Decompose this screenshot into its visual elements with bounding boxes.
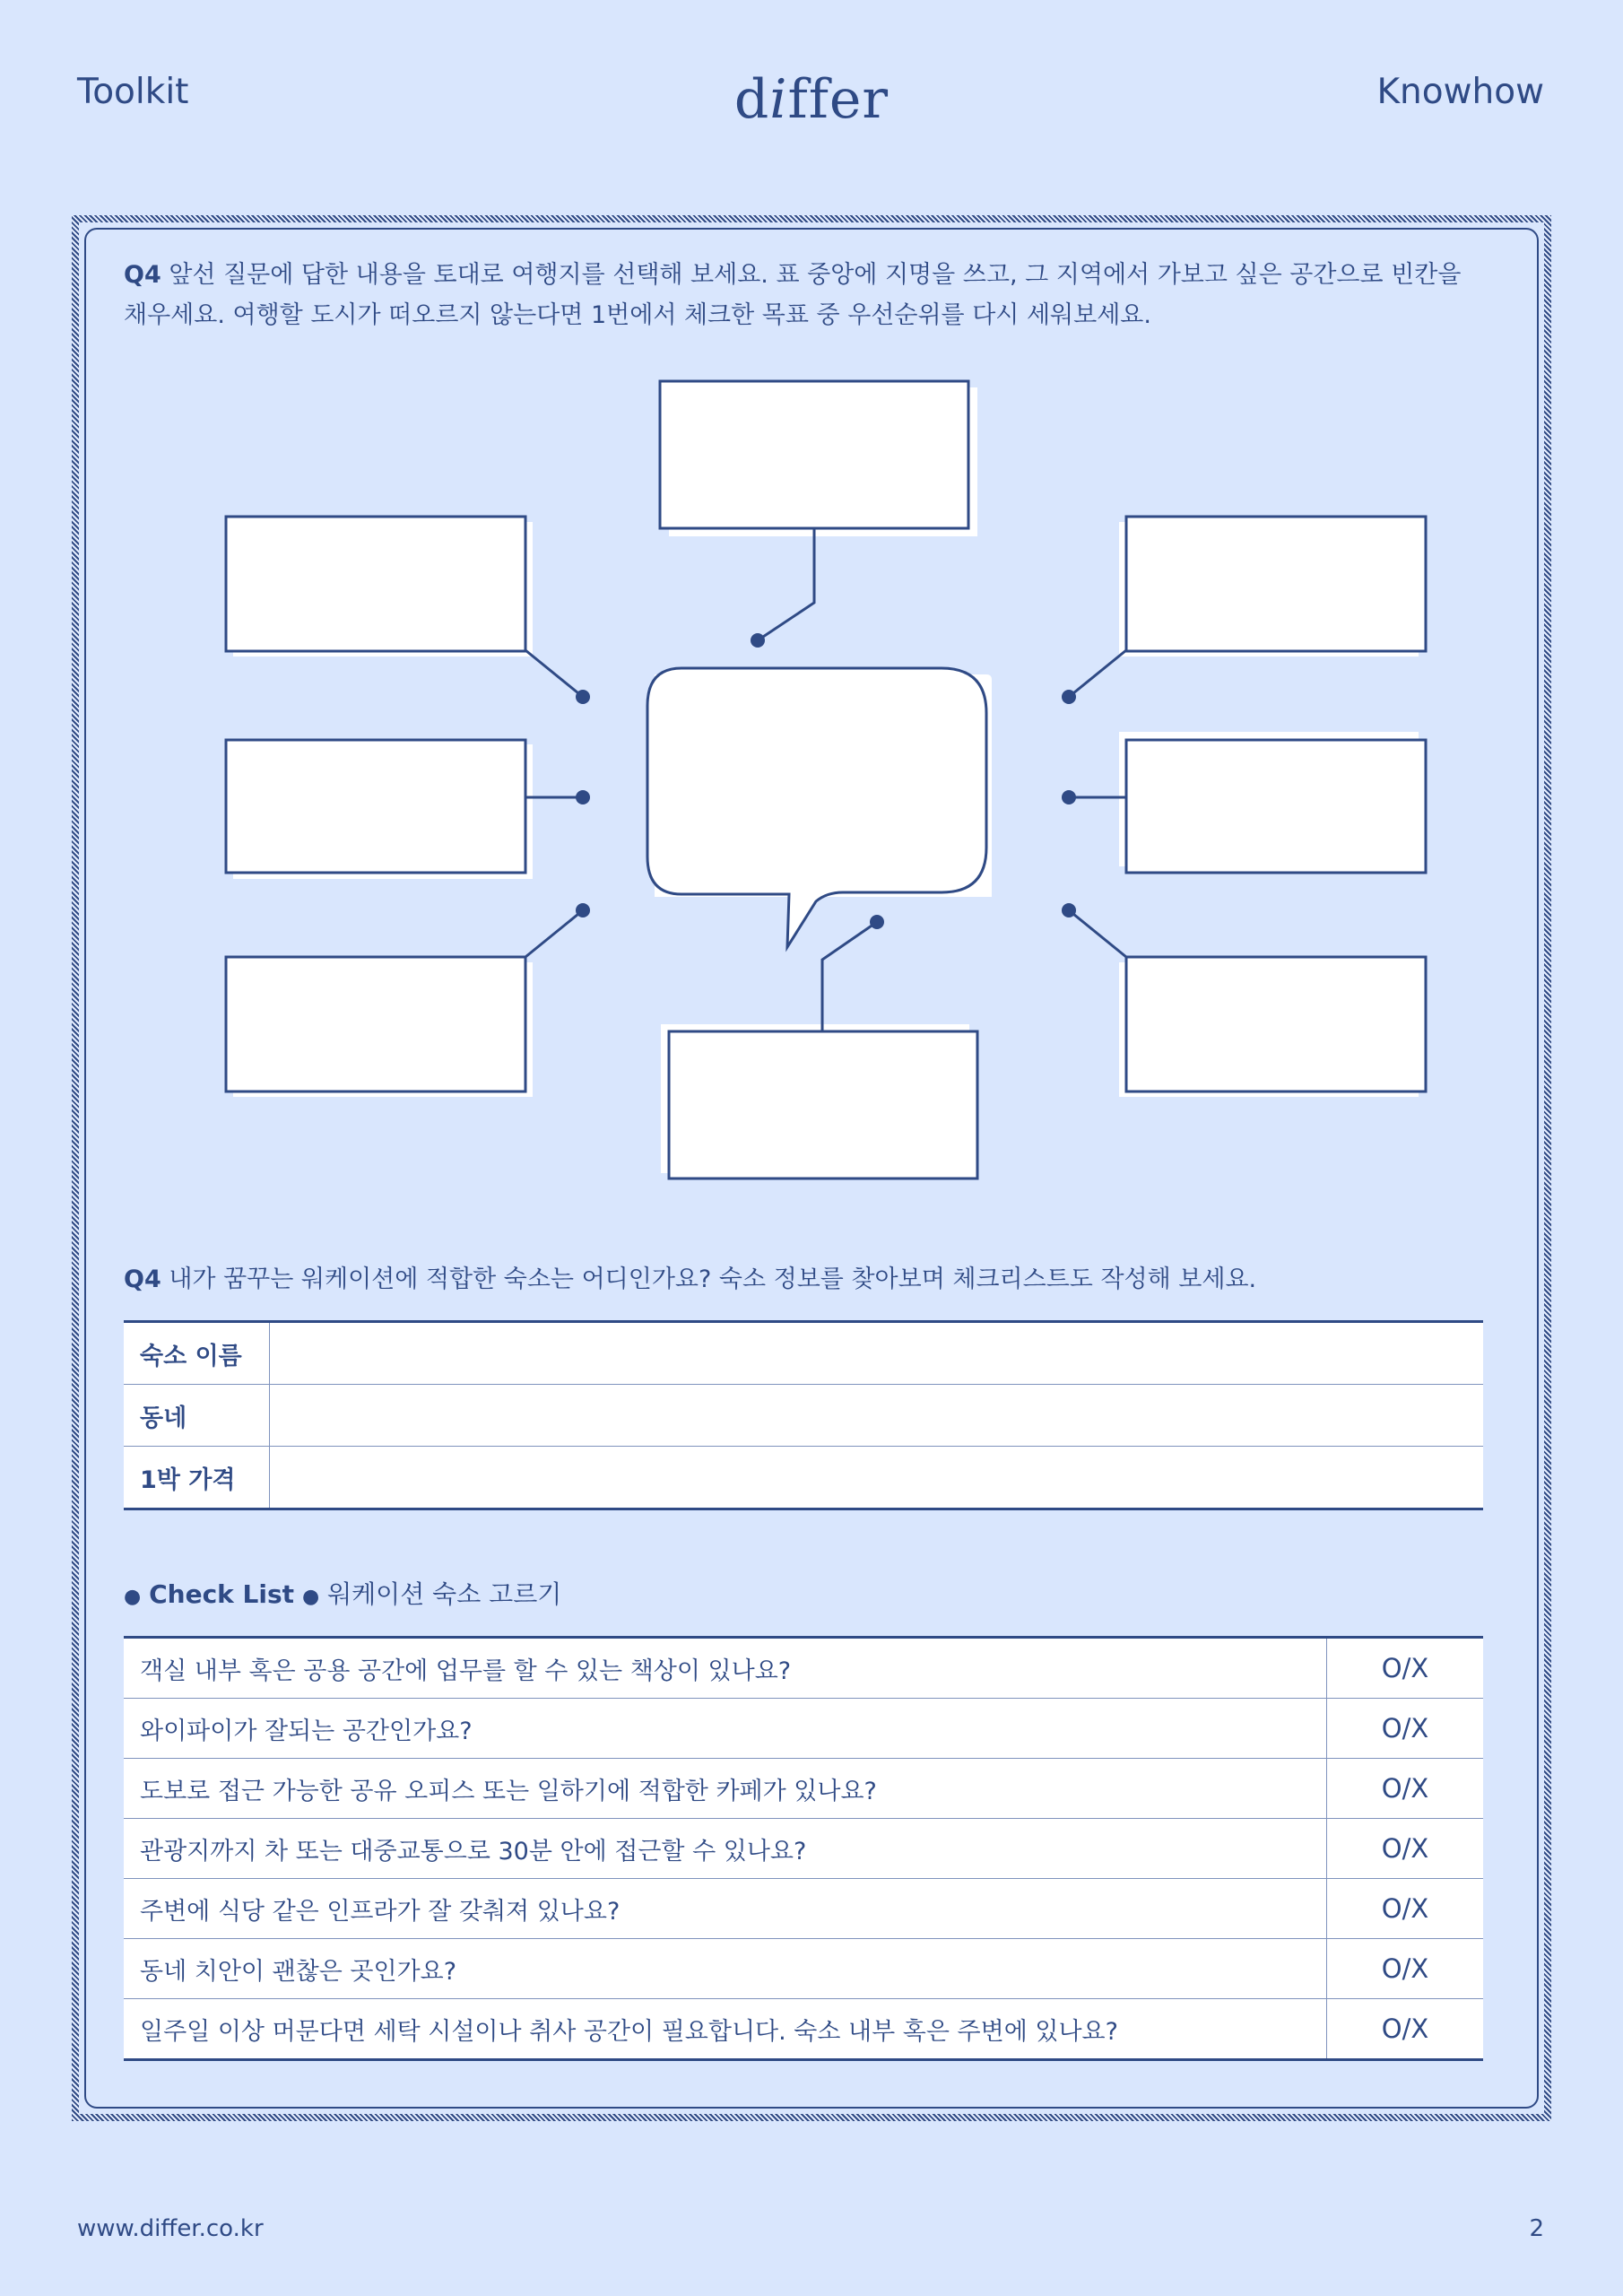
- lodging-info-table: [124, 1320, 1483, 1510]
- question-number: Q4: [124, 261, 161, 289]
- ox-cell[interactable]: O/X: [1327, 1999, 1484, 2060]
- table-row: [124, 1759, 1483, 1819]
- question-number: Q4: [124, 1265, 161, 1293]
- connector-dot: [576, 690, 590, 704]
- box-right-bottom[interactable]: [1126, 957, 1426, 1091]
- connector-dot: [1062, 903, 1076, 918]
- lodging-name-field[interactable]: [270, 1322, 1484, 1385]
- ox-cell[interactable]: O/X: [1327, 1759, 1484, 1819]
- connector-dot: [870, 915, 884, 929]
- checklist-item: 와이파이가 잘되는 공간인가요?: [124, 1699, 1327, 1759]
- box-bottom[interactable]: [669, 1031, 977, 1178]
- ox-cell[interactable]: O/X: [1327, 1699, 1484, 1759]
- connector-right-top: [1069, 650, 1126, 697]
- row-label-name: 숙소 이름: [124, 1322, 270, 1385]
- box-top[interactable]: [660, 381, 968, 528]
- box-right-top[interactable]: [1126, 517, 1426, 651]
- checklist-item: 관광지까지 차 또는 대중교통으로 30분 안에 접근할 수 있나요?: [124, 1819, 1327, 1879]
- connector-dot: [576, 790, 590, 804]
- bullet-icon: ●: [301, 1586, 320, 1608]
- connector-right-bottom: [1069, 910, 1126, 957]
- checklist-table: [124, 1636, 1483, 2061]
- table-row: [124, 1447, 1483, 1509]
- bullet-icon: ●: [124, 1586, 142, 1608]
- connector-dot: [751, 633, 765, 648]
- checklist-item: 객실 내부 혹은 공용 공간에 업무를 할 수 있는 책상이 있나요?: [124, 1638, 1327, 1699]
- row-label-price: 1박 가격: [124, 1447, 270, 1509]
- table-row: [124, 1638, 1483, 1699]
- box-left-top[interactable]: [226, 517, 525, 651]
- center-speech-bubble[interactable]: [647, 668, 986, 947]
- box-right-middle[interactable]: [1126, 740, 1426, 873]
- box-left-bottom[interactable]: [226, 957, 525, 1091]
- checklist-subtitle: 워케이션 숙소 고르기: [327, 1579, 562, 1609]
- table-row: [124, 1879, 1483, 1939]
- ox-cell[interactable]: O/X: [1327, 1879, 1484, 1939]
- ox-cell[interactable]: O/X: [1327, 1819, 1484, 1879]
- table-row: [124, 1385, 1483, 1447]
- header-knowhow: Knowhow: [1376, 72, 1544, 112]
- table-row: [124, 1322, 1483, 1385]
- checklist-title: [124, 1575, 561, 1617]
- table-row: [124, 1999, 1483, 2060]
- checklist-item: 주변에 식당 같은 인프라가 잘 갖춰져 있나요?: [124, 1879, 1327, 1939]
- row-label-neighborhood: 동네: [124, 1385, 270, 1447]
- differ-logo: differ: [733, 68, 890, 131]
- neighborhood-field[interactable]: [270, 1385, 1484, 1447]
- connector-left-bottom: [525, 910, 583, 957]
- page-number: 2: [1529, 2215, 1544, 2242]
- table-row: [124, 1699, 1483, 1759]
- box-left-middle[interactable]: [226, 740, 525, 873]
- question-lodging: [124, 1259, 1469, 1300]
- connector-left-top: [525, 650, 583, 697]
- question-text: 앞선 질문에 답한 내용을 토대로 여행지를 선택해 보세요. 표 중앙에 지명을 쓰고, 그 지역에서 가보고 싶은 공간으로 빈칸을 채우세요. 여행할 도시가 떠오르지 않는다면 1번에서 체크한 목표 중 우선순위를 다시 세워보세요.: [124, 261, 1462, 329]
- connector-dot: [1062, 690, 1076, 704]
- connector-dot: [1062, 790, 1076, 804]
- connector-bottom: [822, 922, 877, 1031]
- price-field[interactable]: [270, 1447, 1484, 1509]
- checklist-title-bold: Check List: [149, 1579, 295, 1609]
- ox-cell[interactable]: O/X: [1327, 1939, 1484, 1999]
- checklist-item: 일주일 이상 머문다면 세탁 시설이나 취사 공간이 필요합니다. 숙소 내부 혹은 주변에 있나요?: [140, 2017, 1118, 2046]
- ox-cell[interactable]: O/X: [1327, 1638, 1484, 1699]
- header-toolkit: Toolkit: [77, 72, 189, 112]
- connector-dot: [576, 903, 590, 918]
- checklist-item: 도보로 접근 가능한 공유 오피스 또는 일하기에 적합한 카페가 있나요?: [124, 1759, 1327, 1819]
- question-text: 내가 꿈꾸는 워케이션에 적합한 숙소는 어디인가요? 숙소 정보를 찾아보며 체크리스트도 작성해 보세요.: [169, 1265, 1257, 1293]
- table-row: [124, 1939, 1483, 1999]
- connector-top: [758, 528, 814, 640]
- table-row: [124, 1819, 1483, 1879]
- checklist-item: 동네 치안이 괜찮은 곳인가요?: [124, 1939, 1327, 1999]
- footer-url[interactable]: www.differ.co.kr: [77, 2215, 264, 2242]
